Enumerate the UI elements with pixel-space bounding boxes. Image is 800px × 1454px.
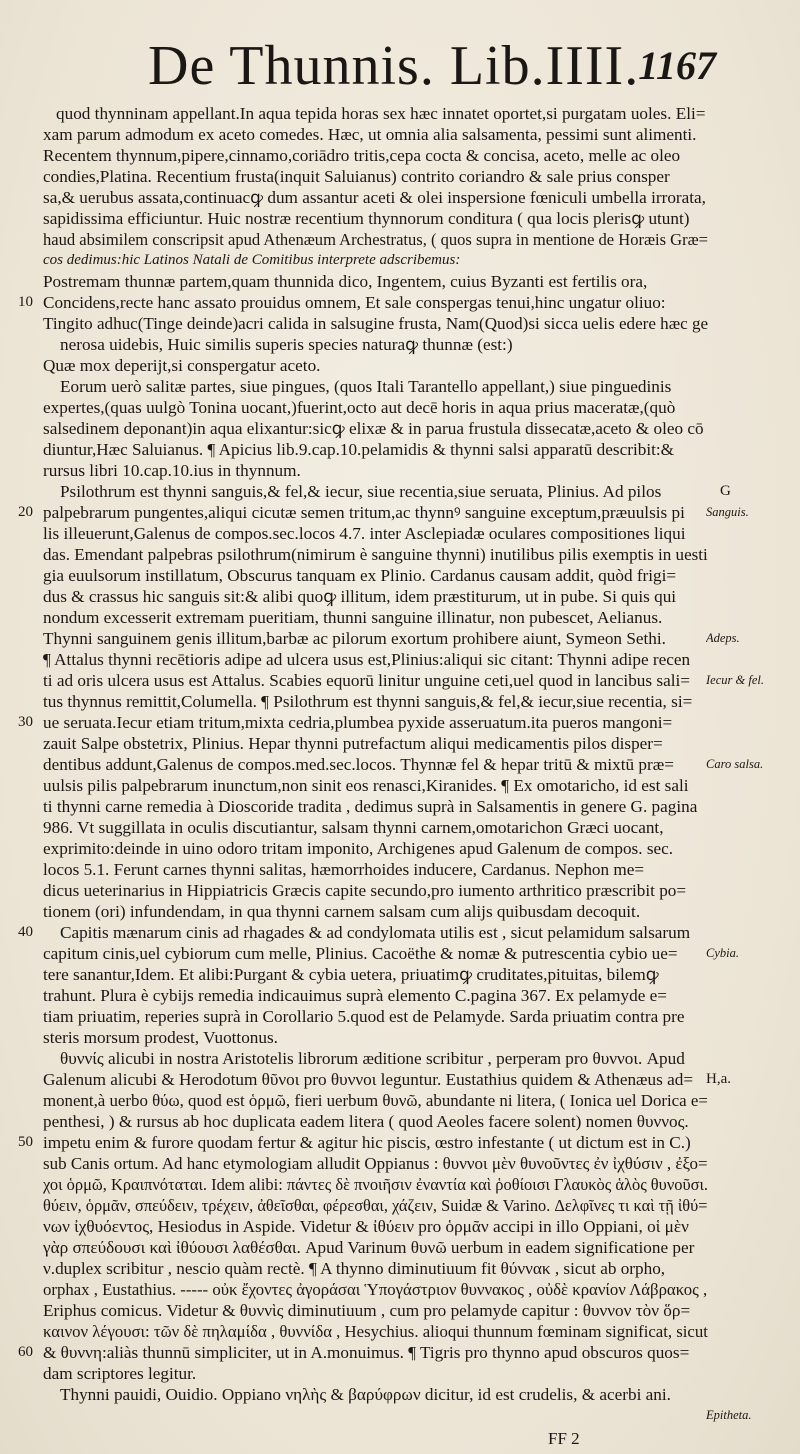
text-line: nondum excesserit extremam pueritiam, thunni sanguine illinatur, non pubescet, Aelianus. [43, 608, 663, 627]
text-line: exprimito:deinde in uino odoro tritam imponito, Archigenes apud Galenum de compos. sec. [43, 839, 674, 858]
text-line: locos 5.1. Ferunt carnes thynni salitas, hæmorrhoides inducere, Cardanus. Nephon me= [43, 860, 645, 879]
text-line: orphax , Eustathius. ----- οὐκ ἔχοντες ἀγοράσαι Ὑπογάστριον θυννακος , οὐδὲ κρανίον Λάβρακος , [43, 1280, 708, 1299]
text-line: ti ad oris ulcera usus est Attalus. Scabies equorū linitur unguine ceti,uel quod in lancibus sali= [43, 671, 690, 690]
text-line: ue seruata.Iecur etiam tritum,mixta cedria,plumbea pyxide asseruatum.ita pueros mangoni= [43, 713, 673, 732]
text-line: dam scriptores legitur. [43, 1364, 197, 1383]
text-line: haud absimilem conscripsit apud Athenæum Archestratus, ( quos supra in mentione de Horæis Græ= [43, 230, 708, 249]
text-line: Eorum uerò salitæ partes, siue pingues, (quos Itali Tarantello appellant,) siue pinguedinis [60, 377, 672, 396]
margin-note-ha: H,a. [706, 1071, 731, 1087]
text-line: condies,Platina. Recentium frusta(inquit Saluianus) contrito coriandro & sale prius consper [43, 167, 670, 186]
text-line: χοι ὁρμῶ, Κραιπνόταται. Idem alibi: πάντες δὲ πνοιῆσιν ἐναντία καὶ ῥοθίοισι Γλαυκὸς ἁλὸς θυνοῦσι. [43, 1175, 709, 1194]
text-line: γὰρ σπεύδουσι καὶ ἰθύουσι λαθέσθαι. Apud Varinum θυνῶ uerbum in eadem significatione per [43, 1238, 695, 1257]
text-line: zauit Salpe obstetrix, Plinius. Hepar thynni putrefactum aliqui medicamentis pilos disper= [43, 734, 663, 753]
margin-note-cybia: Cybia. [706, 946, 739, 960]
text-line: nerosa uidebis, Huic similis superis species naturaꝙ thunnæ (est:) [60, 335, 513, 354]
text-line: penthesi, ) & rursus ab hoc duplicata eadem litera ( quod Aeoles facere solent) nomen θυννος. [43, 1112, 689, 1131]
text-line: palpebrarum pungentes,aliqui cicutæ semen tritum,ac thynnꝰ sanguine exceptum,præuulsis pi [43, 503, 685, 522]
line-number-60: 60 [18, 1344, 33, 1360]
signature-mark: FF 2 [548, 1429, 580, 1448]
text-line: sub Canis ortum. Ad hanc etymologiam alludit Oppianus : θυννοι μὲν θυνοῦντες ἐν ἰχθύσιν , ἐξο= [43, 1154, 708, 1173]
text-line: gia euulsorum instillatum, Obscurus tanquam ex Plinio. Cardanus causam addit, quòd frigi= [43, 566, 677, 585]
text-line: νων ἰχθυόεντος, Hesiodus in Aspide. Videtur & ἰθύειν pro ὁρμᾶν accipi in illo Oppiani, οἱ μὲν [43, 1217, 689, 1236]
text-line: tus thynnus remittit,Columella. ¶ Psilothrum est thynni sanguis,& fel,& iecur,siue recentia, si= [43, 692, 693, 711]
text-line: dus & crassus hic sanguis sit:& alibi quoꝙ illitum, idem præstiturum, ut in pube. Si quis qui [43, 587, 677, 606]
text-line: tiam priuatim, reperies suprà in Corollario 5.quod est de Pelamyde. Sarda priuatim contra pre [43, 1007, 685, 1026]
text-line: das. Emendant palpebras psilothrum(nimirum è sanguine thynni) inutilibus pilis exemptis in uesti [43, 545, 708, 564]
text-line: ν.duplex scribitur , nescio quàm rectè. ¶ A thynno diminutiuum fit θύννακ , sicut ab orpho, [43, 1259, 666, 1278]
text-line: ¶ Attalus thynni recētioris adipe ad ulcera usus est,Plinius:aliqui sic citant: Thynni adipe recen [43, 650, 691, 669]
page-number: 1167 [638, 43, 716, 88]
line-number-30: 30 [18, 714, 33, 730]
text-line: monent,à uerbo θύω, quod est ὁρμῶ, fieri uerbum θυνῶ, abundante ni litera, ( Ionica uel Dorica e= [43, 1091, 708, 1110]
text-line: impetu enim & furore quodam fertur & agitur hic piscis, œstro infestante ( ut dictum est in C.) [43, 1133, 691, 1152]
margin-note-epitheta: Epitheta. [706, 1408, 752, 1422]
running-title: De Thunnis. Lib.IIII. [148, 35, 640, 97]
text-line: Psilothrum est thynni sanguis,& fel,& iecur, siue recentia,siue seruata, Plinius. Ad pilos [60, 482, 662, 501]
text-line: quod thynninam appellant.In aqua tepida horas sex hæc innatet oportet,si purgatam uoles. Eli= [56, 104, 706, 123]
text-line: salsedinem deponant)in aqua elixantur:sicꝙ elixæ & in parua frustula dissecatæ,aceto & oleo cō [43, 419, 704, 438]
text-line: Concidens,recte hanc assato prouidus omnem, Et sale conspergas tenui,hinc ungatur oliuo: [43, 293, 666, 312]
text-line: capitum cinis,uel cybiorum cum melle, Plinius. Cacoëthe & nomæ & putrescentia cybio ue= [43, 944, 678, 963]
text-line: diuntur,Hæc Saluianus. ¶ Apicius lib.9.cap.10.pelamidis & thynni salsi apparatū describit:& [43, 440, 675, 459]
text-line: θυννίς alicubi in nostra Aristotelis librorum æditione scribitur , perperam pro θυννοι. Apud [60, 1049, 685, 1068]
text-line: Capitis mænarum cinis ad rhagades & ad condylomata utilis est , sicut pelamidum salsarum [60, 923, 691, 942]
text-line: expertes,(quas uulgò Tonina uocant,)fuerint,octo aut decē horis in aqua prius maceratæ,(quò [43, 398, 676, 417]
margin-note-iecur: Iecur & fel. [706, 673, 764, 687]
text-line: rursus libri 10.cap.10.ius in thynnum. [43, 461, 301, 480]
line-number-20: 20 [18, 504, 33, 520]
text-line: Eriphus comicus. Videtur & θυννὶς diminutiuum , cum pro pelamyde capitur : θυννον τὸν ὅρ= [43, 1301, 691, 1320]
margin-note-caro-salsa: Caro salsa. [706, 757, 764, 771]
text-line: sapidissima efficiuntur. Huic nostræ recentium thynnorum conditura ( qua locis plerisꝙ utunt) [43, 209, 690, 228]
text-line: καινον λέγουσι: τῶν δὲ πηλαμίδα , θυννίδα , Hesychius. alioqui thunnum fœminam significat, sicut [43, 1322, 708, 1341]
text-line: Thynni pauidi, Ouidio. Oppiano νηλὴς & βαρύφρων dicitur, id est crudelis, & acerbi ani. [60, 1385, 671, 1404]
margin-note-g: G [720, 483, 731, 499]
text-line: tere sanantur,Idem. Et alibi:Purgant & cybia uetera, priuatimꝙ cruditates,pituitas, bilemꝙ [43, 965, 659, 984]
margin-note-sanguis: Sanguis. [706, 505, 749, 519]
line-number-40: 40 [18, 924, 33, 940]
text-line: steris morsum prodest, Vuottonus. [43, 1028, 278, 1047]
text-line: 986. Vt suggillata in oculis discutiantur, salsam thynni carnem,omotarichon Græci uocant, [43, 818, 664, 837]
text-line: trahunt. Plura è cybijs remedia indicauimus suprà elemento C.pagina 367. Ex pelamyde e= [43, 986, 667, 1005]
text-line: uulsis pilis palpebrarum inunctum,non sinit eos renasci,Kiranides. ¶ Ex omotaricho, id est sali [43, 776, 689, 795]
line-number-50: 50 [18, 1134, 33, 1150]
text-line: Tingito adhuc(Tinge deinde)acri calida in salsugine frusta, Nam(Quod)si sicca uelis edere hæc ge [43, 314, 709, 333]
text-line: θύειν, ὁρμᾶν, σπεύδειν, τρέχειν, ἀθεῖσθαι, φέρεσθαι, χάζειν, Suidæ & Varino. Δελφῖνες τι καὶ τῇ ἰθύ= [43, 1196, 708, 1215]
margin-note-adeps: Adeps. [706, 631, 740, 645]
text-line: cos dedimus:hic Latinos Natali de Comitibus interprete adscribemus: [43, 252, 461, 268]
line-number-10: 10 [18, 294, 33, 310]
text-line: Recentem thynnum,pipere,cinnamo,coriādro tritis,cepa cocta & concisa, aceto, melle ac oleo [43, 146, 681, 165]
text-line: Galenum alicubi & Herodotum θῦνοι pro θυννοι leguntur. Eustathius quidem & Athenæus ad= [43, 1070, 694, 1089]
text-line: Thynni sanguinem genis illitum,barbæ ac pilorum exortum prohibere aiunt, Symeon Sethi. [43, 629, 666, 648]
text-line: ti thynni carne remedia à Dioscoride tradita , dedimus suprà in Salsamentis in genere G. pagina [43, 797, 698, 816]
text-line: Postremam thunnæ partem,quam thunnida dico, Ingentem, cuius Byzanti est fertilis ora, [43, 272, 648, 291]
text-line: dicus ueterinarius in Hippiatricis Græcis capite secundo,pro iumento arthritico præscribit po= [43, 881, 687, 900]
text-line: sa,& uerubus assata,continuacꝙ dum assantur aceti & olei inspersione fœniculi umbella irrorata, [43, 188, 706, 207]
text-line: dentibus addunt,Galenus de compos.med.sec.locos. Thynnæ fel & hepar tritū & mixtū præ= [43, 755, 674, 774]
text-line: & θυννη:aliàs thunnū simpliciter, ut in A.monuimus. ¶ Tigris pro thynno apud obscuros quos= [43, 1343, 690, 1362]
text-line: Quæ mox deperijt,si conspergatur aceto. [43, 356, 321, 375]
text-line: lis illeuerunt,Galenus de compos.sec.locos 4.7. inter Asclepiadæ oculares compositiones liqui [43, 524, 686, 543]
text-line: tionem (ori) infundendam, in qua thynni carnem salsam cum alijs quibusdam decoquit. [43, 902, 641, 921]
text-line: xam parum admodum ex aceto comedes. Hæc, ut omnia alia salsamenta, pessimi sunt alimenti. [43, 125, 697, 144]
